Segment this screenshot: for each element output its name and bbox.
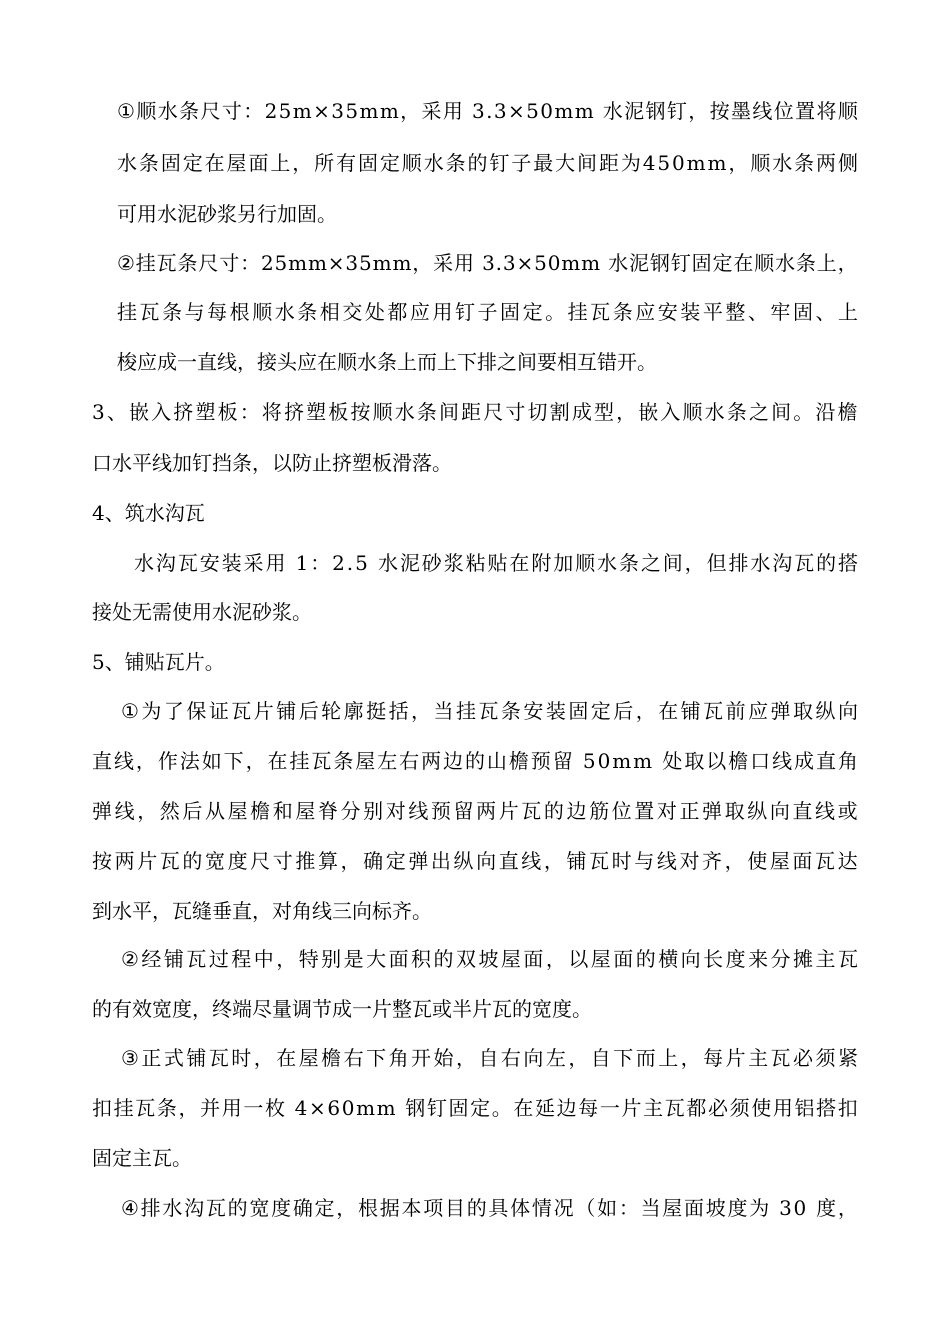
section-heading: 5、铺贴瓦片。 [92, 650, 225, 674]
text-line: 按 两 片 瓦 的 宽 度 尺 寸 推 算 ， 确 定 弹 出 纵 向 直 线 ， 铺 瓦 时 与 线 对 齐 ， 使 屋 面 瓦 达 [92, 849, 858, 873]
text-line: 3 、 嵌 入 挤 塑 板 ： 将 挤 塑 板 按 顺 水 条 间 距 尺 寸 切 割 成 型 ， 嵌 入 顺 水 条 之 间 。 沿 檐 [92, 400, 858, 424]
text-line: ③ 正 式 铺 瓦 时 ， 在 屋 檐 右 下 角 开 始 ， 自 右 向 左 ， 自 下 而 上 ， 每 片 主 瓦 必 须 紧 [121, 1046, 858, 1070]
text-line: 固定主瓦。 [92, 1146, 192, 1170]
text-line: 梭应成一直线，接头应在顺水条上而上下排之间要相互错开。 [117, 350, 657, 374]
text-line: ① 为 了 保 证 瓦 片 铺 后 轮 廓 挺 括 ， 当 挂 瓦 条 安 装 固 定 后 ， 在 铺 瓦 前 应 弹 取 纵 向 [121, 699, 858, 723]
text-line: 弹 线 ， 然 后 从 屋 檐 和 屋 脊 分 别 对 线 预 留 两 片 瓦 的 边 筋 位 置 对 正 弹 取 纵 向 直 线 或 [92, 799, 858, 823]
text-line: 到水平，瓦缝垂直，对角线三向标齐。 [92, 899, 432, 923]
text-line: 水 条 固 定 在 屋 面 上 ， 所 有 固 定 顺 水 条 的 钉 子 最 大 间 距 为 4 5 0 m m ， 顺 水 条 两 侧 [117, 151, 858, 175]
text-line: ② 经 铺 瓦 过 程 中 ， 特 别 是 大 面 积 的 双 坡 屋 面 ， 以 屋 面 的 横 向 长 度 来 分 摊 主 瓦 [121, 947, 858, 971]
text-line: 直 线 ， 作 法 如 下 ， 在 挂 瓦 条 屋 左 右 两 边 的 山 檐 预 留 5 0 m m 处 取 以 檐 口 线 成 直 角 [92, 749, 858, 773]
text-line: ④ 排 水 沟 瓦 的 宽 度 确 定 ， 根 据 本 项 目 的 具 体 情 况 （ 如 ： 当 屋 面 坡 度 为 3 0 度 ， [121, 1196, 858, 1220]
text-line: 接处无需使用水泥砂浆。 [92, 600, 312, 624]
text-line: ② 挂 瓦 条 尺 寸 ： 2 5 m m × 3 5 m m ， 采 用 3 . 3 × 5 0 m m 水 泥 钢 钉 固 定 在 顺 水 条 上 ， [117, 251, 858, 275]
text-line: 可用水泥砂浆另行加固。 [117, 202, 337, 226]
text-line: 口水平线加钉挡条，以防止挤塑板滑落。 [92, 451, 452, 475]
section-heading: 4、筑水沟瓦 [92, 501, 205, 525]
text-line: 挂 瓦 条 与 每 根 顺 水 条 相 交 处 都 应 用 钉 子 固 定 。 挂 瓦 条 应 安 装 平 整 、 牢 固 、 上 [117, 300, 858, 324]
text-line: 水 沟 瓦 安 装 采 用 1 ： 2 . 5 水 泥 砂 浆 粘 贴 在 附 加 顺 水 条 之 间 ， 但 排 水 沟 瓦 的 搭 [134, 551, 858, 575]
text-line: 的有效宽度，终端尽量调节成一片整瓦或半片瓦的宽度。 [92, 997, 592, 1021]
text-line: 扣 挂 瓦 条 ， 并 用 一 枚 4 × 6 0 m m 钢 钉 固 定 。 在 延 边 每 一 片 主 瓦 都 必 须 使 用 铝 搭 扣 [92, 1096, 858, 1120]
text-line: ① 顺 水 条 尺 寸 ： 2 5 m × 3 5 m m ， 采 用 3 . 3 × 5 0 m m 水 泥 钢 钉 ， 按 墨 线 位 置 将 顺 [117, 99, 858, 123]
